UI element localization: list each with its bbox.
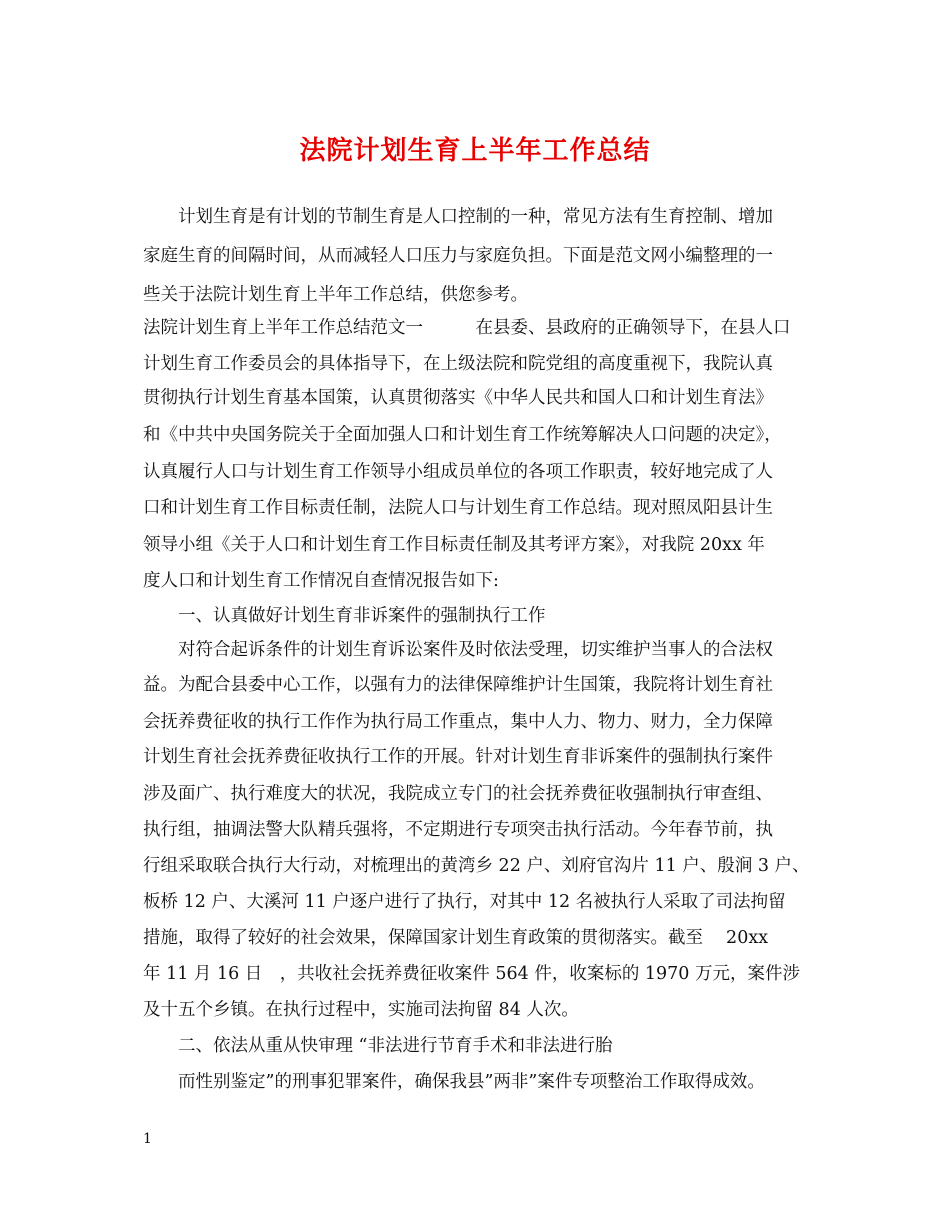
paragraph-line: 年 11 月 16 日 ，共收社会抚养费征收案件 564 件，收案标的 1970 万元，案件涉	[143, 964, 800, 984]
paragraph-line: 度人口和计划生育工作情况自查情况报告如下:	[143, 571, 499, 591]
paragraph-line: 计划生育工作委员会的具体指导下，在上级法院和院党组的高度重视下，我院认真	[143, 354, 773, 374]
paragraph-line: 行组采取联合执行大行动，对梳理出的黄湾乡 22 户、刘府官沟片 11 户、殷涧 3 户、	[143, 856, 810, 876]
paragraph-line: 措施，取得了较好的社会效果，保障国家计划生育政策的贯彻落实。截至 20xx	[143, 928, 769, 948]
paragraph-line: 认真履行人口与计划生育工作领导小组成员单位的各项工作职责，较好地完成了人	[143, 462, 773, 482]
paragraph-line: 对符合起诉条件的计划生育诉讼案件及时依法受理，切实维护当事人的合法权	[178, 640, 773, 660]
paragraph-line: 板桥 12 户、大溪河 11 户逐户进行了执行，对其中 12 名被执行人采取了司法拘留	[143, 892, 786, 912]
paragraph-line: 及十五个乡镇。在执行过程中，实施司法拘留 84 人次。	[143, 1000, 579, 1020]
section-heading: 二、依法从重从快审理 “非法进行节育手术和非法进行胎	[178, 1036, 613, 1056]
paragraph-line: 领导小组《关于人口和计划生育工作目标责任制及其考评方案》，对我院 20xx 年	[143, 535, 765, 555]
paragraph-line: 计划生育社会抚养费征收执行工作的开展。针对计划生育非诉案件的强制执行案件	[143, 747, 773, 767]
paragraph-line: 而性别鉴定”的刑事犯罪案件，确保我县”两非”案件专项整治工作取得成效。	[178, 1072, 765, 1092]
paragraph-line: 家庭生育的间隔时间，从而减轻人口压力与家庭负担。下面是范文网小编整理的一	[143, 246, 773, 266]
paragraph-line: 计划生育是有计划的节制生育是人口控制的一种，常见方法有生育控制、增加	[178, 207, 773, 227]
document-title: 法院计划生育上半年工作总结	[299, 136, 651, 166]
page-number: 1	[143, 1131, 152, 1147]
paragraph-line: 口和计划生育工作目标责任制，法院人口与计划生育工作总结。现对照凤阳县计生	[143, 498, 773, 518]
paragraph-line: 会抚养费征收的执行工作作为执行局工作重点，集中人力、物力、财力，全力保障	[143, 712, 773, 732]
paragraph-line: 益。为配合县委中心工作，以强有力的法律保障维护计生国策，我院将计划生育社	[143, 675, 773, 695]
section-heading: 一、认真做好计划生育非诉案件的强制执行工作	[178, 606, 546, 626]
paragraph-line: 些关于法院计划生育上半年工作总结，供您参考。	[143, 285, 528, 305]
paragraph-line: 涉及面广、执行难度大的状况，我院成立专门的社会抚养费征收强制执行审查组、	[143, 784, 773, 804]
paragraph-line: 执行组，抽调法警大队精兵强将，不定期进行专项突击执行活动。今年春节前，执	[143, 820, 773, 840]
paragraph-line: 法院计划生育上半年工作总结范文一 在县委、县政府的正确领导下，在县人口	[143, 318, 791, 338]
paragraph-line: 贯彻执行计划生育基本国策，认真贯彻落实《中华人民共和国人口和计划生育法》	[143, 388, 773, 408]
paragraph-line: 和《中共中央国务院关于全面加强人口和计划生育工作统筹解决人口问题的决定》，	[143, 425, 782, 445]
